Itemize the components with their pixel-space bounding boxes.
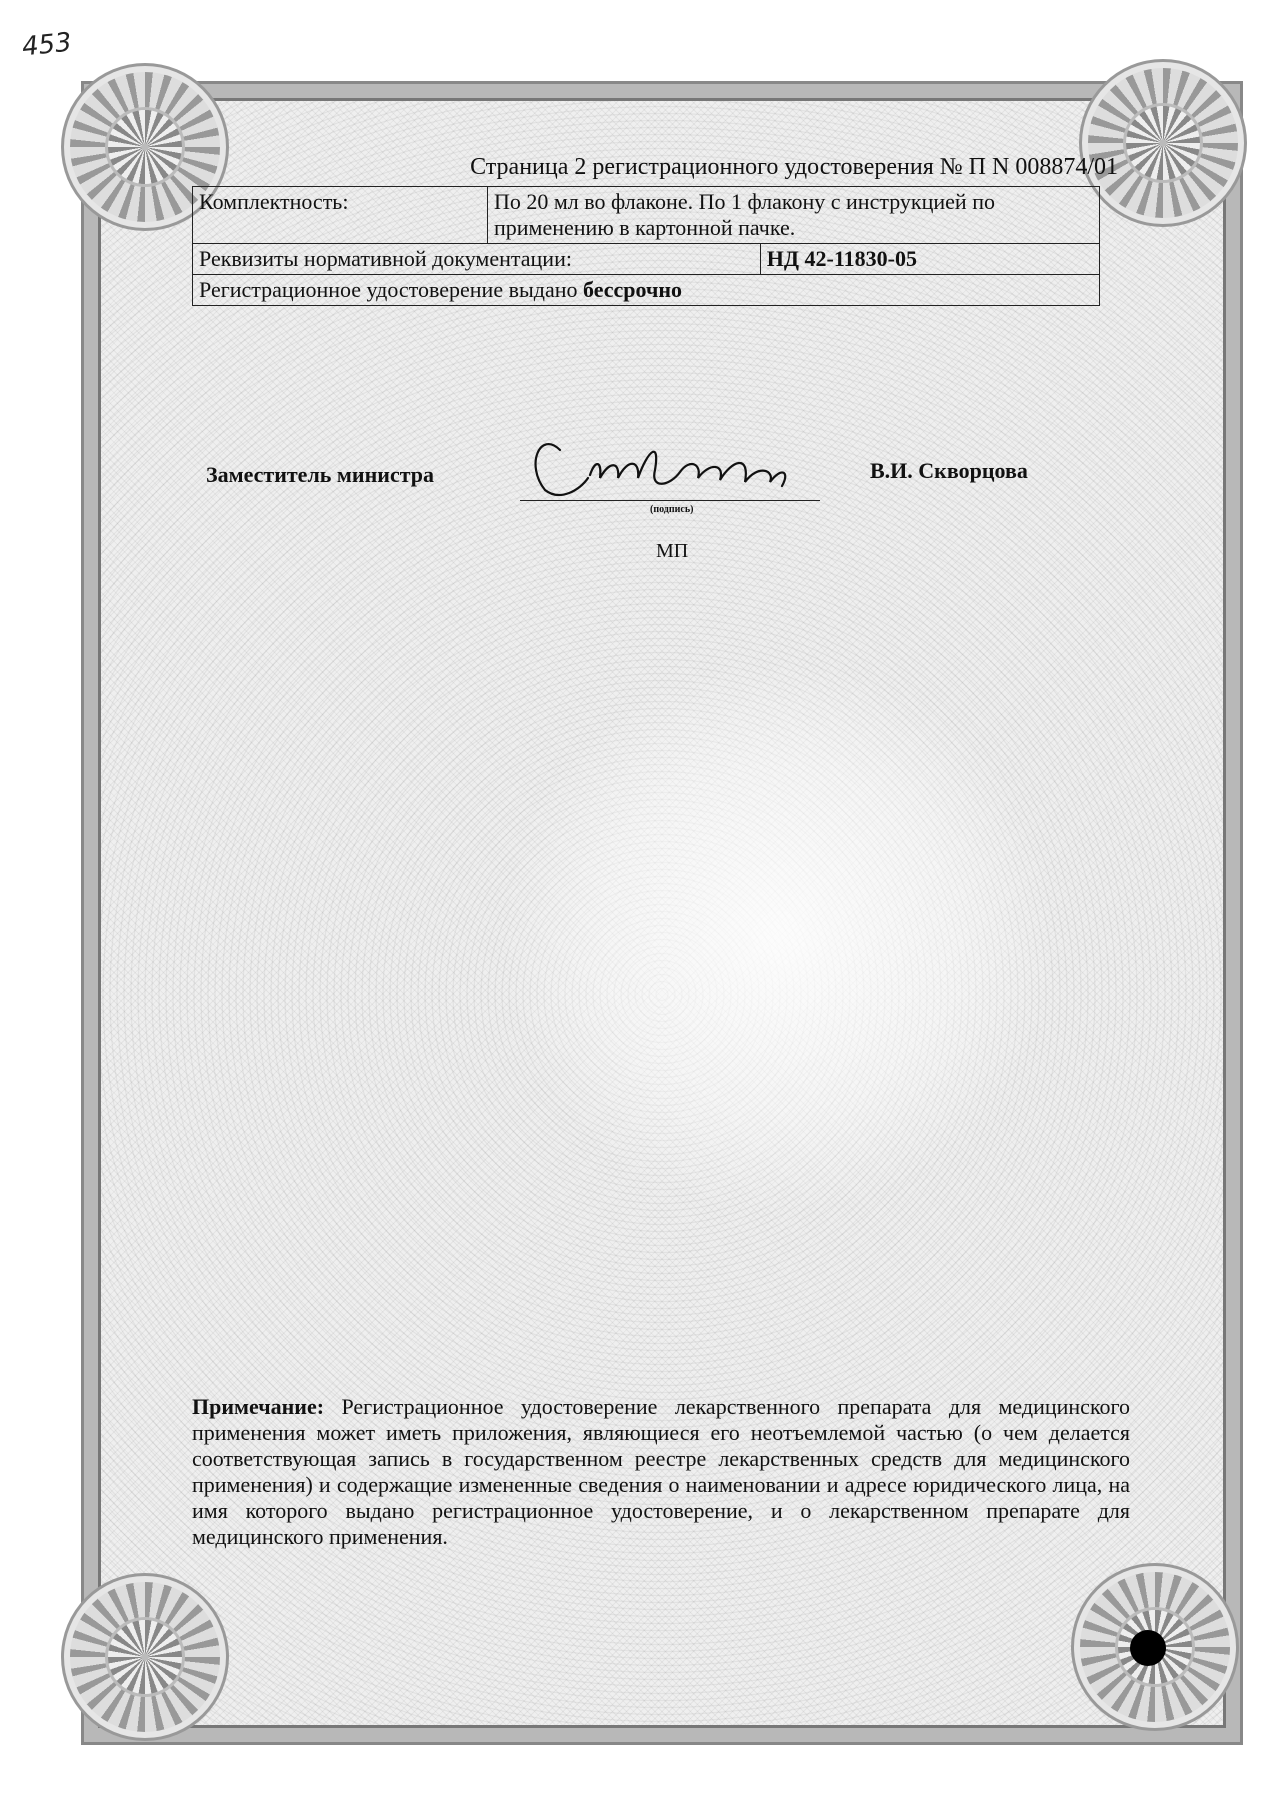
signature-block (0, 420, 1272, 560)
signature-caption: (подпись) (650, 504, 694, 515)
certificate-details-table (192, 186, 1100, 306)
completeness-label: Комплектность: (193, 187, 488, 244)
note-text: Регистрационное удостоверение лекарственного препарата для медицинского применения может иметь приложения, являющиеся его неотъемлемой частью (о чем делается соответствующая запись в государственном реестре лекарственных средств для медицинского применения) и содержащие измененные сведения о наименовании и адресе юридического лица, на имя которого выдано регистрационное удостоверение, и о лекарственном препарате для медицинского применения. (192, 1394, 1130, 1549)
signature-line (520, 500, 820, 501)
issued-text: Регистрационное удостоверение выдано (199, 277, 583, 302)
signatory-name: В.И. Скворцова (870, 458, 1028, 483)
normative-label: Реквизиты нормативной документации: (193, 244, 761, 275)
table-row (193, 275, 1100, 306)
issued-term: бессрочно (583, 277, 683, 302)
punch-hole (1130, 1630, 1166, 1666)
issued-cell (193, 275, 1100, 306)
rosette-top-right-icon (1088, 68, 1238, 218)
completeness-value: По 20 мл во флаконе. По 1 флакону с инструкцией по применению в картонной пачке. (488, 187, 1100, 244)
signatory-role: Заместитель министра (206, 462, 435, 487)
handwritten-signature-icon (520, 420, 820, 510)
note-paragraph (192, 1394, 1130, 1550)
page-header: Страница 2 регистрационного удостоверения № П N 008874/01 (470, 154, 1118, 180)
guilloche-center-pattern (498, 658, 1058, 1218)
table-row (193, 244, 1100, 275)
note-label: Примечание: (192, 1394, 325, 1419)
seal-place-mark: МП (656, 540, 689, 562)
normative-value: НД 42-11830-05 (760, 244, 1099, 275)
rosette-bottom-left-icon (70, 1582, 220, 1732)
table-row (193, 187, 1100, 244)
handwritten-page-number: 453 (20, 27, 74, 63)
